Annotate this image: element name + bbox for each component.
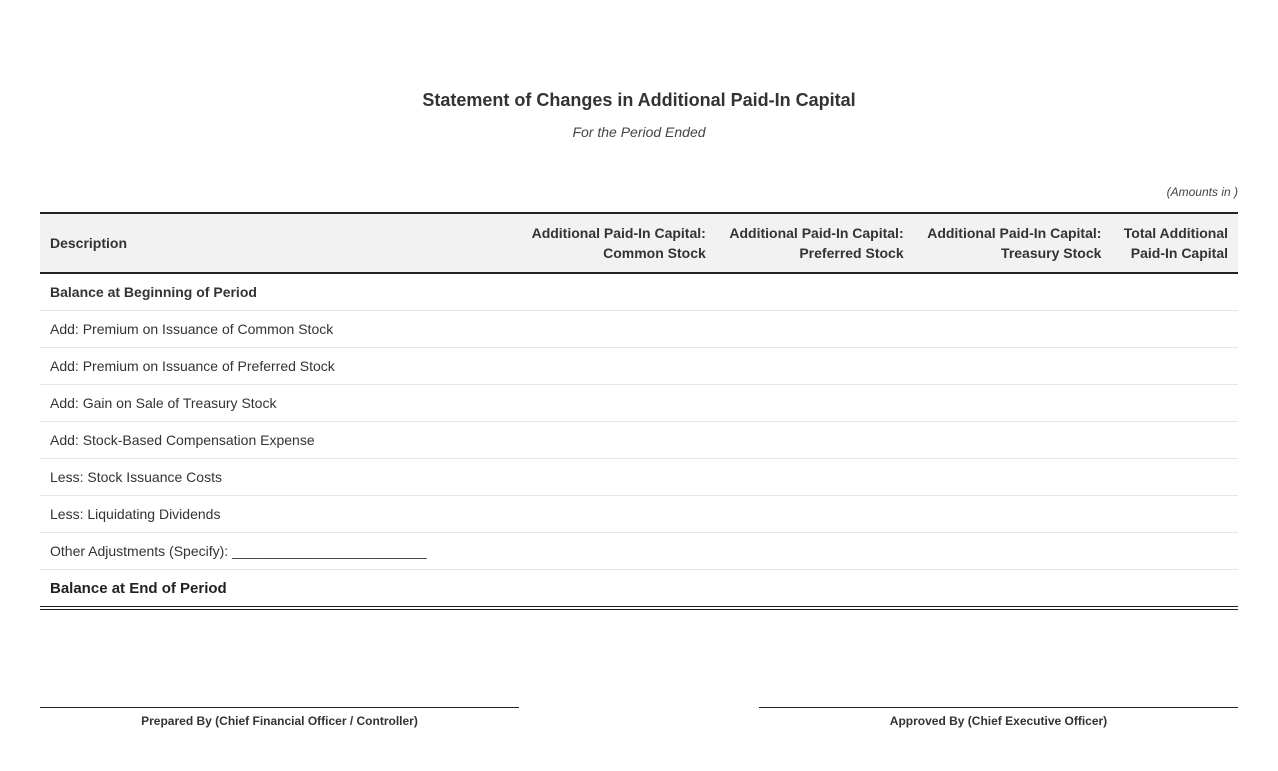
table-row-preferred-premium (40, 348, 1238, 385)
amounts-note: (Amounts in ) (1166, 185, 1238, 199)
header-treasury-stock (914, 213, 1112, 273)
table-row-other-adjustments (40, 533, 1238, 570)
row-label: Add: Gain on Sale of Treasury Stock (40, 385, 518, 422)
cell-total (1111, 273, 1238, 311)
header-total (1111, 213, 1238, 273)
cell-preferred (716, 348, 914, 385)
table-row-stock-compensation (40, 422, 1238, 459)
cell-total (1111, 422, 1238, 459)
row-label: Add: Premium on Issuance of Common Stock (40, 311, 518, 348)
row-label: Less: Stock Issuance Costs (40, 459, 518, 496)
table-row-ending-balance (40, 570, 1238, 609)
cell-treasury (914, 273, 1112, 311)
row-label: Other Adjustments (Specify): _________________________ (40, 533, 518, 570)
header-treasury-line1: Additional Paid-In Capital: (927, 225, 1102, 241)
cell-common (518, 496, 716, 533)
cell-total (1111, 496, 1238, 533)
capital-table (40, 212, 1238, 610)
cell-preferred (716, 422, 914, 459)
cell-total (1111, 570, 1238, 609)
table-row-liquidating-dividends (40, 496, 1238, 533)
row-label: Balance at Beginning of Period (40, 273, 518, 311)
cell-treasury (914, 422, 1112, 459)
cell-common (518, 570, 716, 609)
cell-common (518, 422, 716, 459)
cell-total (1111, 533, 1238, 570)
header-treasury-line2: Treasury Stock (1001, 245, 1102, 261)
header-total-line2: Paid-In Capital (1130, 245, 1228, 261)
cell-common (518, 533, 716, 570)
cell-treasury (914, 459, 1112, 496)
header-common-line2: Common Stock (603, 245, 706, 261)
cell-preferred (716, 570, 914, 609)
row-label: Add: Premium on Issuance of Preferred Stock (40, 348, 518, 385)
cell-preferred (716, 533, 914, 570)
cell-common (518, 273, 716, 311)
header-preferred-line1: Additional Paid-In Capital: (729, 225, 904, 241)
cell-common (518, 459, 716, 496)
header-description: Description (50, 235, 128, 251)
table-row-common-premium (40, 311, 1238, 348)
cell-preferred (716, 496, 914, 533)
row-label: Add: Stock-Based Compensation Expense (40, 422, 518, 459)
cell-preferred (716, 311, 914, 348)
cell-treasury (914, 385, 1112, 422)
statement-title: Statement of Changes in Additional Paid-In Capital (422, 90, 856, 110)
cell-treasury (914, 533, 1112, 570)
table-header-row (40, 213, 1238, 273)
row-label: Balance at End of Period (40, 570, 518, 609)
cell-preferred (716, 459, 914, 496)
prepared-by-signature: Prepared By (Chief Financial Officer / Controller) (40, 707, 519, 728)
cell-common (518, 311, 716, 348)
statement-period: For the Period Ended (572, 124, 706, 140)
cell-treasury (914, 570, 1112, 609)
approved-by-signature: Approved By (Chief Executive Officer) (759, 707, 1238, 728)
cell-treasury (914, 496, 1112, 533)
table-row-treasury-gain (40, 385, 1238, 422)
cell-treasury (914, 348, 1112, 385)
table-row-beginning-balance (40, 273, 1238, 311)
cell-total (1111, 348, 1238, 385)
table-row-issuance-costs (40, 459, 1238, 496)
cell-total (1111, 311, 1238, 348)
cell-common (518, 348, 716, 385)
header-common-stock (518, 213, 716, 273)
cell-total (1111, 385, 1238, 422)
cell-total (1111, 459, 1238, 496)
cell-preferred (716, 385, 914, 422)
row-label: Less: Liquidating Dividends (40, 496, 518, 533)
header-preferred-stock (716, 213, 914, 273)
header-total-line1: Total Additional (1123, 225, 1228, 241)
cell-common (518, 385, 716, 422)
cell-preferred (716, 273, 914, 311)
header-common-line1: Additional Paid-In Capital: (531, 225, 706, 241)
cell-treasury (914, 311, 1112, 348)
header-preferred-line2: Preferred Stock (799, 245, 904, 261)
